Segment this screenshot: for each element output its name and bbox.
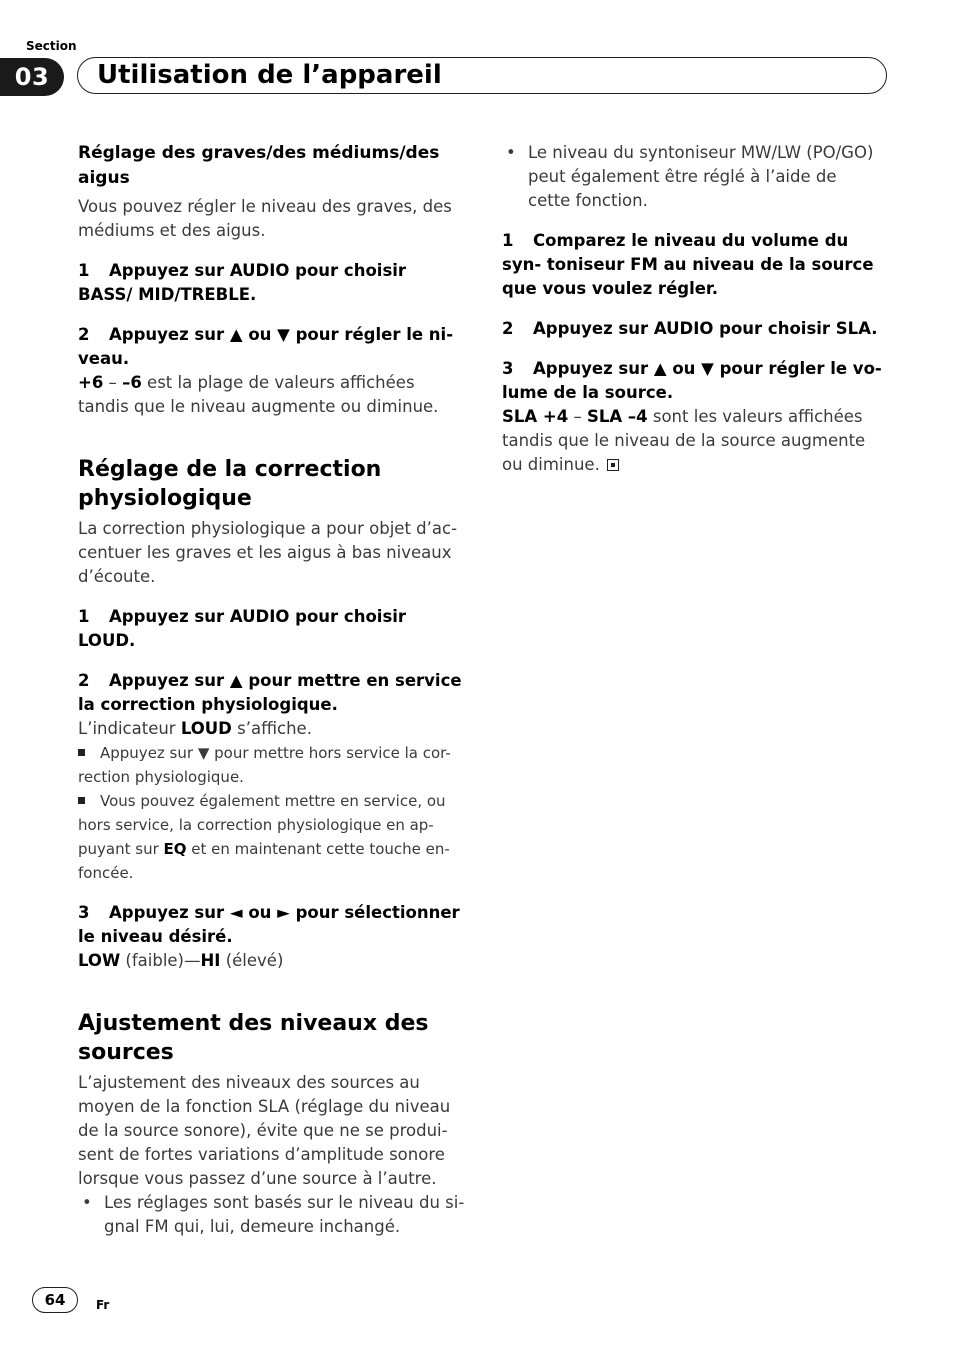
level-hi-text: (élevé) (220, 951, 284, 970)
step-number: 3 (78, 903, 90, 922)
step-text: Appuyez sur AUDIO pour choisir BASS/ MID/TREBLE. (78, 261, 407, 304)
sla-plus4: SLA +4 (502, 407, 569, 426)
paragraph-indicator (78, 717, 466, 741)
step-2-bass (78, 323, 466, 371)
sla-minus4: SLA –4 (586, 407, 648, 426)
paragraph-loudness-intro: La correction physiologique a pour objet d’ac- centuer les graves et les aigus à bas niveaux d’écoute. (78, 519, 458, 586)
note-square-icon (78, 749, 85, 756)
range-plus6: +6 (78, 373, 104, 392)
note-text: Appuyez sur ▼ pour mettre hors service la cor- rection physiologique. (78, 744, 451, 786)
step-number: 3 (502, 359, 514, 378)
paragraph-low-hi (78, 949, 466, 973)
step-3-loud (78, 901, 466, 949)
range-text: est la plage de valeurs affichées tandis que le niveau augmente ou diminue. (78, 373, 439, 416)
section-label: Section (26, 39, 77, 53)
page-number: 64 (32, 1287, 78, 1313)
step-text: Comparez le niveau du volume du syn- toniseur FM au niveau de la source que vous voulez régler. (502, 231, 874, 298)
step-text: Appuyez sur ▲ ou ▼ pour régler le ni- veau. (78, 325, 454, 368)
sla-text: sont les valeurs affichées tandis que le niveau de la source augmente ou diminue. (502, 407, 866, 474)
note-eq: EQ (163, 840, 187, 858)
right-column (502, 141, 882, 477)
note-text-post: et en maintenant cette touche en- foncée. (78, 840, 450, 882)
step-number: 1 (78, 261, 90, 280)
step-number: 2 (502, 319, 514, 338)
step-text: Appuyez sur AUDIO pour choisir LOUD. (78, 607, 407, 650)
paragraph-bass-intro: Vous pouvez régler le niveau des graves, des médiums et des aigus. (78, 197, 452, 240)
step-text: Appuyez sur ▲ pour mettre en service la correction physiologique. (78, 671, 462, 714)
step-2-sla (502, 317, 882, 341)
heading-bass-mid-treble: Réglage des graves/des médiums/des aigus (78, 143, 440, 188)
indicator-loud: LOUD (180, 719, 232, 738)
step-text: Appuyez sur AUDIO pour choisir SLA. (533, 319, 878, 338)
note-text-pre: Vous pouvez également mettre en service, ou hors service, la correction physiologique en ap- puyant sur (78, 792, 446, 858)
range-minus6: –6 (122, 373, 142, 392)
bullet-text: Le niveau du syntoniseur MW/LW (PO/GO) peut également être réglé à l’aide de cette fonction. (528, 143, 874, 210)
note-square-icon (78, 797, 85, 804)
step-1-loud (78, 605, 466, 653)
step-3-sla (502, 357, 882, 405)
step-1-sla (502, 229, 882, 301)
indicator-post: s’affiche. (231, 719, 312, 738)
step-number: 2 (78, 671, 90, 690)
step-1-bass (78, 259, 466, 307)
heading-source-levels: Ajustement des niveaux des sources (78, 1011, 429, 1065)
step-number: 1 (78, 607, 90, 626)
note-2 (78, 789, 466, 885)
step-text: Appuyez sur ▲ ou ▼ pour régler le vo- lume de la source. (502, 359, 882, 402)
sla-dash: – (568, 407, 587, 426)
bullet-item (502, 141, 882, 213)
step-number: 1 (502, 231, 514, 250)
range-dash: – (103, 373, 123, 392)
bullet-dot-icon: • (506, 143, 516, 162)
left-column (78, 141, 466, 1239)
heading-loudness: Réglage de la correction physiologique (78, 457, 382, 511)
paragraph-range (78, 371, 466, 419)
level-low: LOW (78, 951, 121, 970)
bullet-item (78, 1191, 466, 1239)
language-label: Fr (96, 1298, 110, 1312)
paragraph-sla-intro: L’ajustement des niveaux des sources au moyen de la fonction SLA (réglage du niveau de la source sonore), évite que ne se produi- sent de fortes variations d’amplitude sonore lorsque vous passez d’une source à l’autre. (78, 1073, 451, 1188)
paragraph-sla-values (502, 405, 882, 477)
indicator-pre: L’indicateur (78, 719, 181, 738)
page-title: Utilisation de l’appareil (97, 60, 442, 90)
step-number: 2 (78, 325, 90, 344)
step-text: Appuyez sur ◄ ou ► pour sélectionner le niveau désiré. (78, 903, 460, 946)
note-1 (78, 741, 466, 789)
end-of-section-icon (607, 459, 619, 471)
level-low-text: (faible)— (120, 951, 201, 970)
bullet-dot-icon: • (82, 1193, 92, 1212)
step-2-loud (78, 669, 466, 717)
section-number-badge: 03 (0, 58, 64, 96)
level-hi: HI (200, 951, 221, 970)
bullet-text: Les réglages sont basés sur le niveau du si- gnal FM qui, lui, demeure inchangé. (104, 1193, 465, 1236)
